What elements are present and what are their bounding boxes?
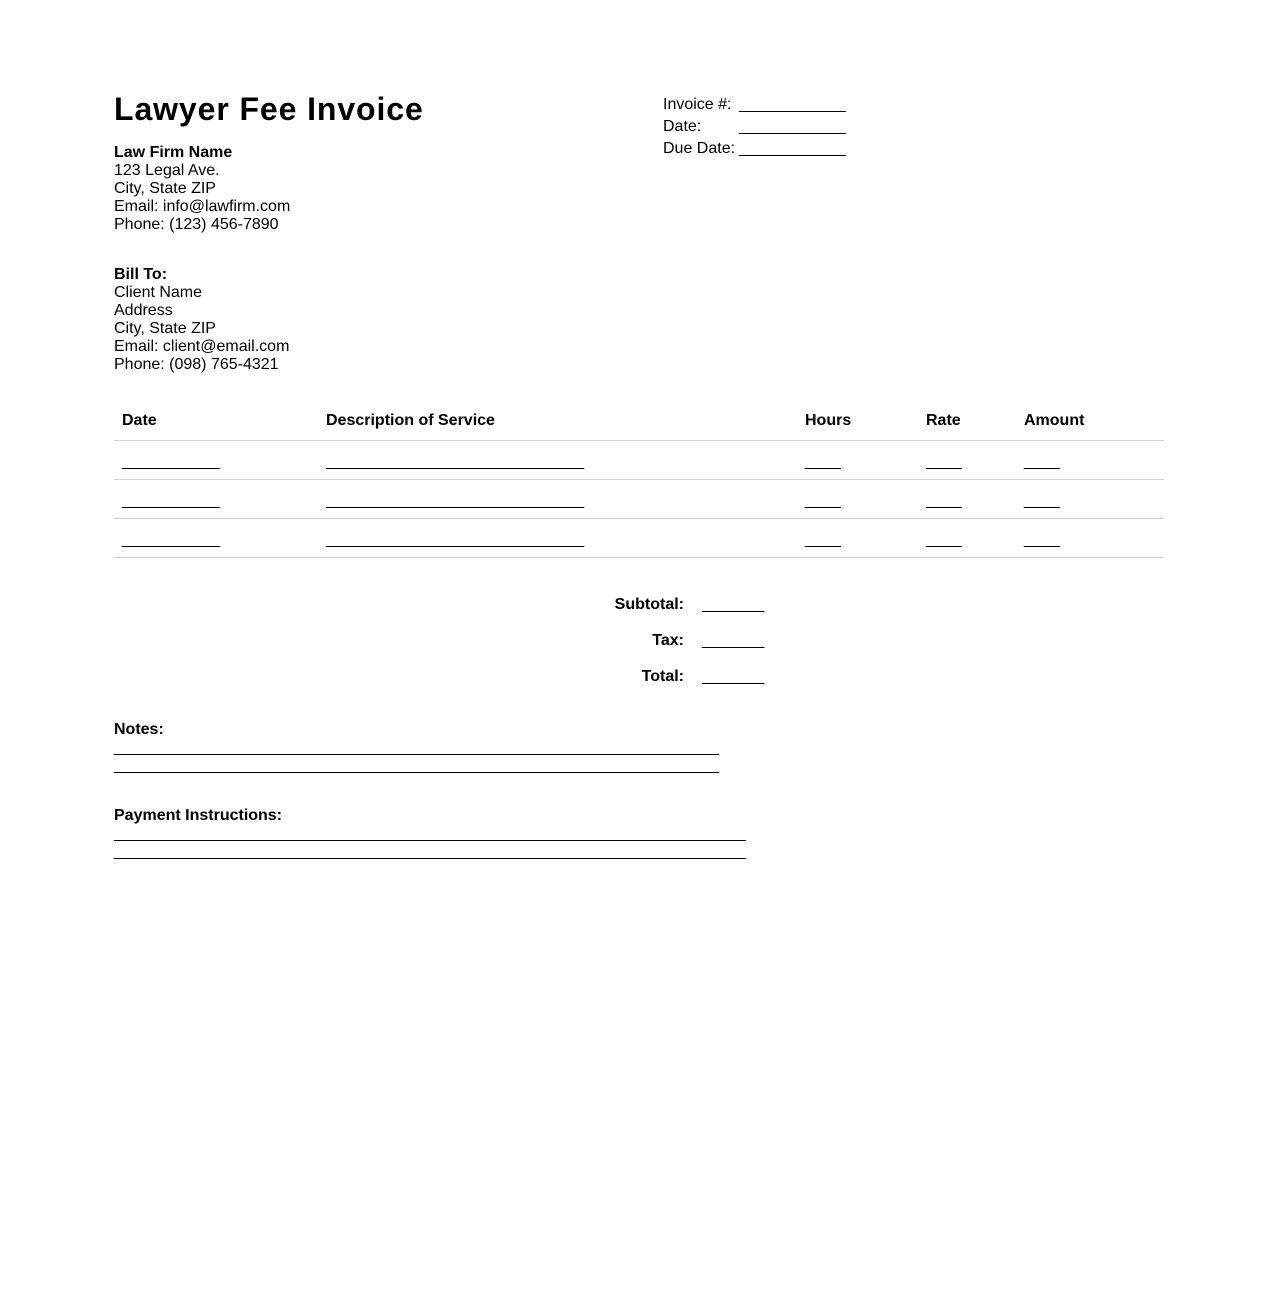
cell-date[interactable]: ___________: [114, 480, 318, 519]
client-phone: Phone: (098) 765-4321: [114, 356, 279, 373]
column-header-description: Description of Service: [318, 402, 797, 441]
tax-row: [560, 632, 764, 668]
tax-field[interactable]: _______: [702, 632, 765, 649]
cell-hours[interactable]: ____: [797, 480, 918, 519]
total-row: [560, 668, 764, 704]
payment-instructions-section: [114, 807, 746, 861]
cell-amount[interactable]: ____: [1016, 480, 1164, 519]
total-label: Total:: [641, 668, 684, 685]
cell-hours[interactable]: ____: [797, 441, 918, 480]
cell-amount[interactable]: ____: [1016, 519, 1164, 558]
invoice-date-label: Date:: [663, 118, 702, 135]
tax-label: Tax:: [652, 632, 684, 649]
invoice-date-field[interactable]: ____________: [739, 118, 846, 135]
invoice-number-label: Invoice #:: [663, 96, 732, 113]
firm-email: Email: info@lawfirm.com: [114, 198, 291, 215]
cell-amount[interactable]: ____: [1016, 441, 1164, 480]
cell-date[interactable]: ___________: [114, 441, 318, 480]
cell-rate[interactable]: ____: [918, 480, 1016, 519]
client-name: Client Name: [114, 284, 203, 301]
invoice-title: Lawyer Fee Invoice: [114, 91, 424, 127]
client-city: City, State ZIP: [114, 320, 216, 337]
notes-section: [114, 721, 719, 775]
subtotal-row: [560, 596, 764, 632]
column-header-hours: Hours: [797, 402, 918, 441]
payment-instructions-heading: Payment Instructions:: [114, 807, 283, 824]
column-header-date: Date: [114, 402, 318, 441]
due-date-field[interactable]: ____________: [739, 140, 846, 157]
notes-line[interactable]: ____________________________________________________________________: [114, 757, 720, 774]
cell-rate[interactable]: ____: [918, 441, 1016, 480]
due-date-row: [663, 138, 846, 160]
firm-info: [114, 144, 290, 234]
services-table: [114, 402, 1164, 558]
client-email: Email: client@email.com: [114, 338, 290, 355]
bill-to-info: [114, 266, 289, 374]
table-row: [114, 519, 1164, 558]
cell-hours[interactable]: ____: [797, 519, 918, 558]
cell-date[interactable]: ___________: [114, 519, 318, 558]
cell-description[interactable]: _____________________________: [318, 441, 797, 480]
client-address: Address: [114, 302, 173, 319]
invoice-date-row: [663, 116, 846, 138]
table-header-row: [114, 402, 1164, 441]
subtotal-label: Subtotal:: [614, 596, 684, 613]
cell-rate[interactable]: ____: [918, 519, 1016, 558]
total-field[interactable]: _______: [702, 668, 765, 685]
firm-name: Law Firm Name: [114, 144, 233, 161]
payment-instructions-line[interactable]: _______________________________________________________________________: [114, 825, 746, 842]
bill-to-heading: Bill To:: [114, 266, 168, 283]
notes-line[interactable]: ____________________________________________________________________: [114, 739, 720, 756]
invoice-meta: [663, 94, 846, 160]
totals-section: [560, 596, 764, 704]
due-date-label: Due Date:: [663, 140, 736, 157]
cell-description[interactable]: _____________________________: [318, 480, 797, 519]
invoice-number-row: [663, 94, 846, 116]
column-header-amount: Amount: [1016, 402, 1164, 441]
table-row: [114, 480, 1164, 519]
subtotal-field[interactable]: _______: [702, 596, 765, 613]
notes-heading: Notes:: [114, 721, 164, 738]
firm-phone: Phone: (123) 456-7890: [114, 216, 279, 233]
firm-city: City, State ZIP: [114, 180, 216, 197]
cell-description[interactable]: _____________________________: [318, 519, 797, 558]
invoice-number-field[interactable]: ____________: [739, 96, 846, 113]
payment-instructions-line[interactable]: _______________________________________________________________________: [114, 843, 746, 860]
firm-address: 123 Legal Ave.: [114, 162, 220, 179]
column-header-rate: Rate: [918, 402, 1016, 441]
table-row: [114, 441, 1164, 480]
